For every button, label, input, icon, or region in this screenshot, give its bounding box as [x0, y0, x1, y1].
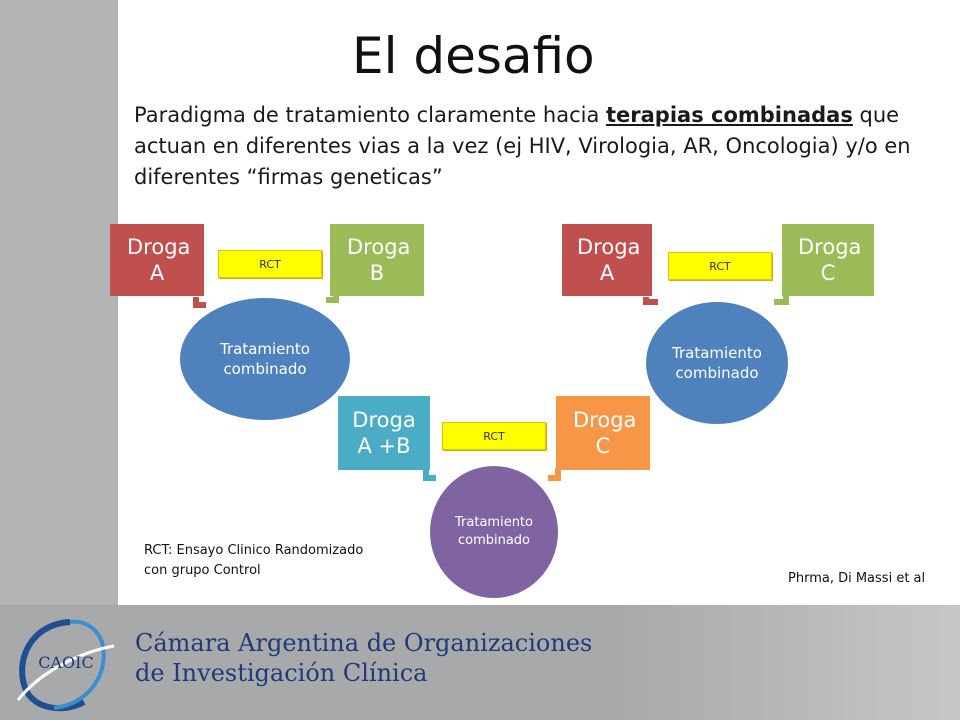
bottom-drug-c-box: [556, 396, 650, 470]
right-drug-c-label: Droga C: [798, 235, 862, 285]
right-combined-label: Tratamiento combinado: [672, 344, 762, 382]
bottom-drug-c-label: Droga C: [573, 408, 637, 458]
intro-text-start: Paradigma de tratamiento claramente hacia: [134, 103, 606, 127]
arrow-bottom-drug-ab: [426, 470, 436, 478]
caoic-logo: [10, 612, 122, 716]
logo-text: CAOIC: [38, 653, 94, 672]
intro-text-end: que actuan en diferentes vias a la vez (ej HIV, Virologia, AR, Oncologia) y/o en diferentes “firmas geneticas”: [134, 103, 911, 189]
right-combined-ellipse: [646, 302, 788, 424]
arrow-right-drug-a: [646, 297, 658, 302]
left-drug-a-label: Droga A: [127, 235, 191, 285]
org-line-1: Cámara Argentina de Organizaciones: [135, 629, 593, 657]
right-rct-label: RCT: [668, 252, 772, 280]
note-line-2: con grupo Control: [144, 563, 261, 578]
left-gray-band: [0, 0, 118, 605]
bottom-combined-ellipse: [430, 466, 558, 598]
intro-paragraph: [134, 100, 960, 193]
left-drug-b-label: Droga B: [347, 235, 411, 285]
citation: Phrma, Di Massi et al: [788, 571, 926, 586]
intro-highlight: terapias combinadas: [606, 103, 853, 127]
left-combined-label: Tratamiento combinado: [220, 340, 310, 378]
bottom-drug-ab-label: Droga A +B: [352, 408, 416, 458]
rct-definition-note: [144, 541, 363, 581]
organization-name: [135, 628, 592, 688]
org-line-2: de Investigación Clínica: [135, 659, 428, 687]
note-line-1: RCT: Ensayo Clinico Randomizado: [144, 543, 364, 558]
arrow-left-drug-a: [196, 297, 206, 305]
right-drug-c-box: [782, 224, 874, 296]
left-rct-label: RCT: [218, 250, 322, 278]
bottom-combined-label: Tratamiento combinado: [455, 515, 533, 548]
left-combined-ellipse: [180, 298, 350, 420]
bottom-rct-label: RCT: [442, 422, 546, 450]
left-drug-b-box: [330, 224, 424, 296]
bottom-drug-ab-box: [338, 396, 430, 470]
left-drug-a-box: [110, 224, 204, 296]
right-drug-a-label: Droga A: [577, 235, 641, 285]
right-drug-a-box: [562, 224, 652, 296]
slide-title: El desafio: [352, 27, 595, 85]
